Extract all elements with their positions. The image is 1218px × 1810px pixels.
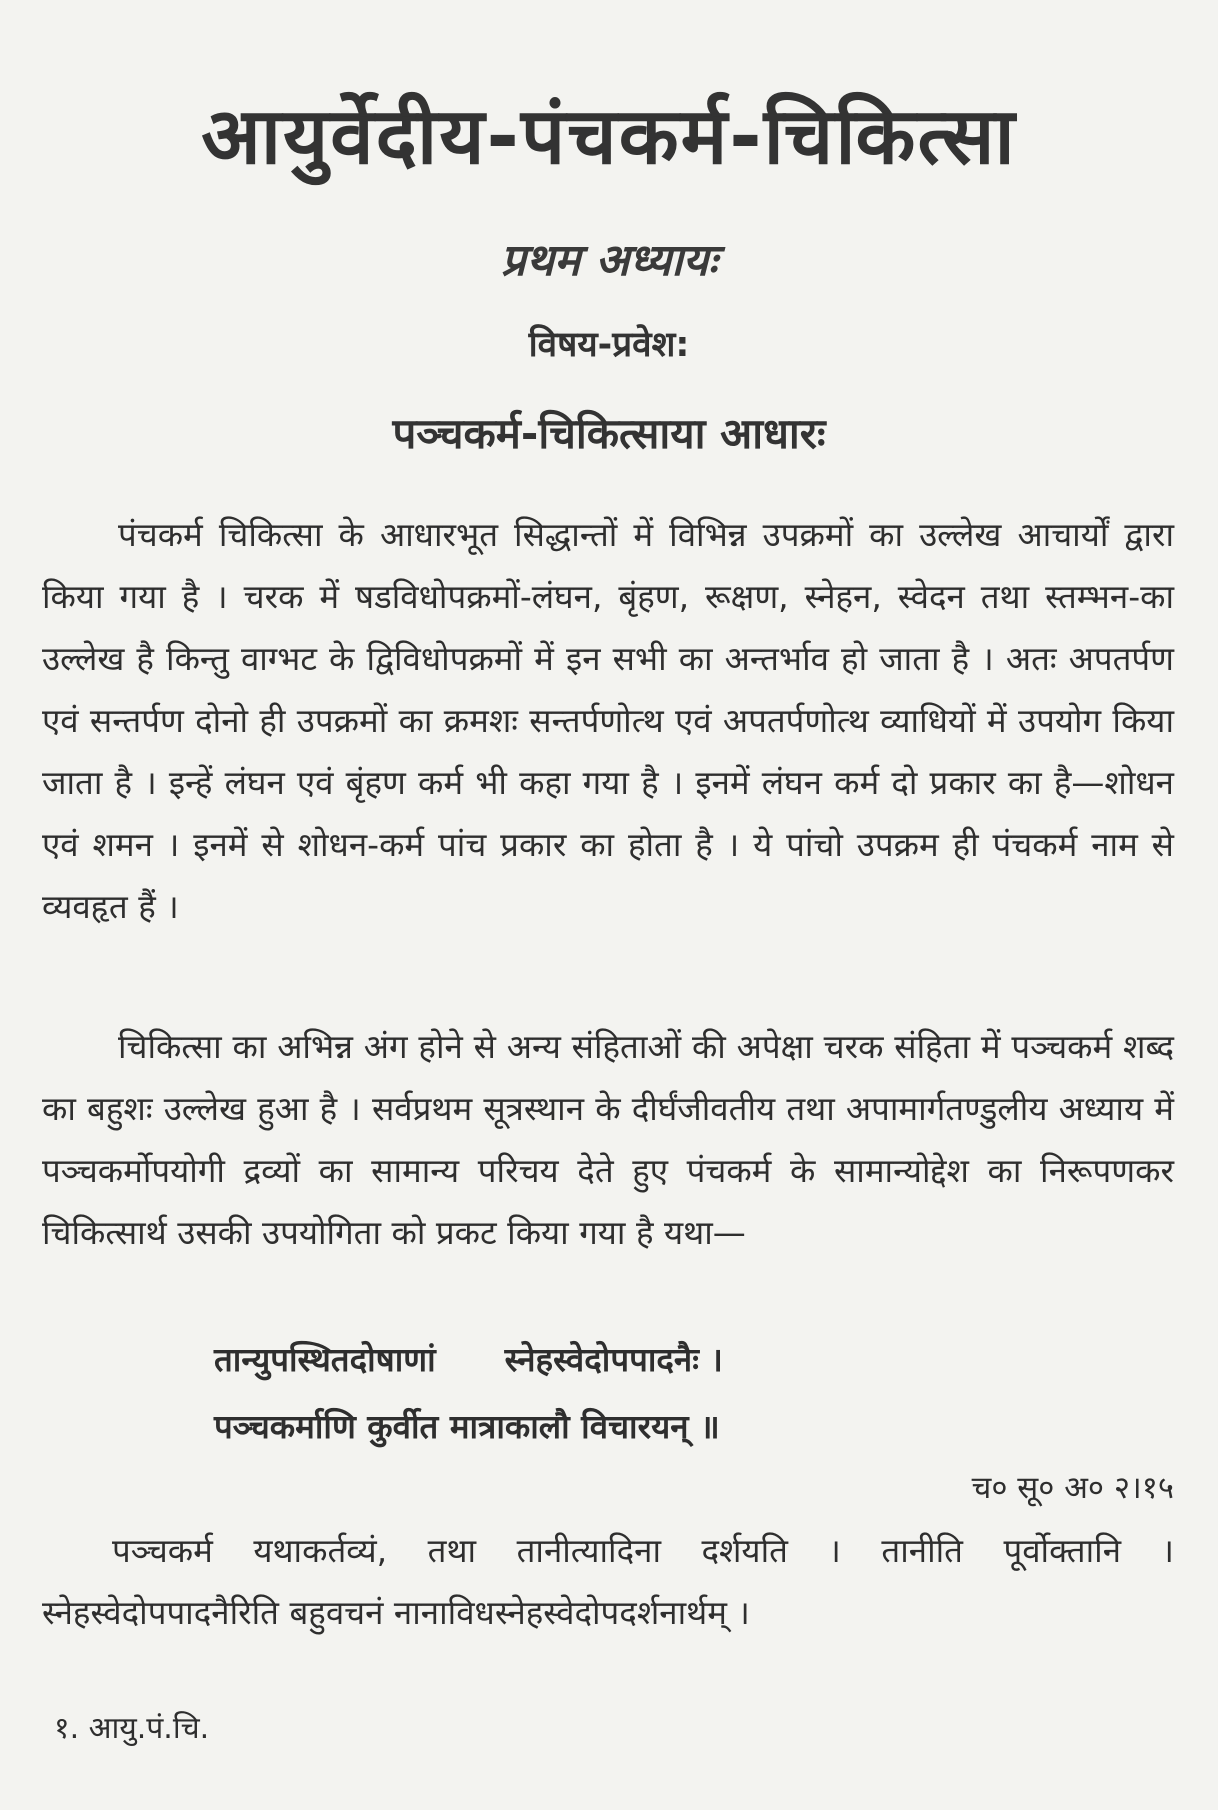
paragraph-2: चिकित्सा का अभिन्न अंग होने से अन्य संहिताओं की अपेक्षा चरक संहिता में पञ्चकर्म शब्द का बहुशः उल्लेख हुआ है । सर्वप्रथम सूत्रस्थान के दीर्घंजीवतीय तथा अपामार्गतण्डुलीय अध्याय में पञ्चकर्मोपयोगी द्रव्यों का सामान्य परिचय देते हुए पंचकर्म के सामान्योद्देश का निरूपणकर चिकित्सार्थ उसकी उपयोगिता को प्रकट किया गया है यथा— bbox=[42, 1027, 1174, 1252]
paragraph-1: पंचकर्म चिकित्सा के आधारभूत सिद्धान्तों में विभिन्न उपक्रमों का उल्लेख आचार्यों द्वारा किया गया है । चरक में षडविधोपक्रमों-लंघन, बृंहण, रूक्षण, स्नेहन, स्वेदन तथा स्तम्भन-का उल्लेख है किन्तु वाग्भट के द्विविधोपक्रमों में इन सभी का अन्तर्भाव हो जाता है । अतः अपतर्पण एवं सन्तर्पण दोनो ही उपक्रमों का क्रमशः सन्तर्पणोत्थ एवं अपतर्पणोत्थ व्याधियों में उपयोग किया जाता है । इन्हें लंघन एवं बृंहण कर्म भी कहा गया है । इनमें लंघन कर्म दो प्रकार का है—शोधन एवं शमन । इनमें से शोधन-कर्म पांच प्रकार का होता है । ये पांचो उपक्रम ही पंचकर्म नाम से व्यवहृत हैं । bbox=[42, 515, 1174, 926]
footer-signature: १. आयु.पं.चि. bbox=[54, 1711, 210, 1746]
paragraph-3: पञ्चकर्म यथाकर्तव्यं, तथा तानीत्यादिना दर्शयति । तानीति पूर्वोक्तानि । स्नेहस्वेदोपपादनैरिति बहुवचनं नानाविधस्नेहस्वेदोपदर्शनार्थम् । bbox=[42, 1531, 1174, 1632]
book-title: आयुर्वेदीय-पंचकर्म-चिकित्सा bbox=[201, 92, 1017, 182]
verse-citation: च० सू० अ० २।१५ bbox=[971, 1470, 1174, 1506]
section-heading: पञ्चकर्म-चिकित्साया आधारः bbox=[392, 409, 826, 458]
verse-line-2: पञ्चकर्माणि कुर्वीत मात्राकालौ विचारयन् ॥ bbox=[214, 1407, 720, 1446]
subject-heading: विषय-प्रवेश: bbox=[528, 325, 690, 365]
chapter-title: प्रथम अध्यायः bbox=[500, 235, 718, 286]
verse-line-1: तान्युपस्थितदोषाणां स्नेहस्वेदोपपादनैः । bbox=[214, 1340, 723, 1379]
